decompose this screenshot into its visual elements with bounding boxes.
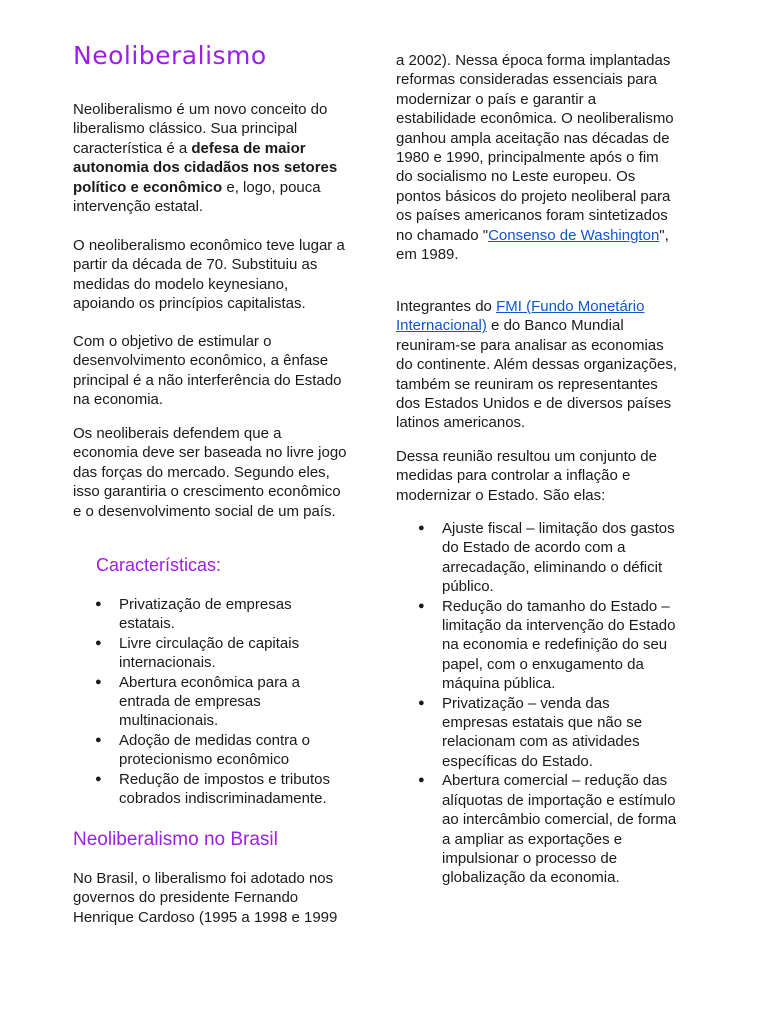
intro-text: Neoliberalismo é um novo conceito do liberalismo clássico. Sua principal característica é a bbox=[73, 101, 328, 157]
list-item: ● Privatização de empresas estatais. bbox=[73, 595, 358, 634]
page-title: Neoliberalismo bbox=[73, 41, 267, 70]
epoca-text: a 2002). Nessa época forma implantadas reformas consideradas essenciais para modernizar o país e garantir a estabilidade econômica. O neoliberalismo ganhou ampla aceitação nas décadas de 1980 e 1990, principalmente após o fim do socialismo no Leste europeu. Os pontos básicos do projeto neoliberal para os países americanos foram sintetizados no chamado " bbox=[396, 52, 674, 244]
list-item: ● Abertura econômica para a entrada de empresas multinacionais. bbox=[73, 673, 358, 731]
list-item: ● Redução de impostos e tributos cobrados indiscriminadamente. bbox=[73, 770, 358, 809]
list-item: ● Adoção de medidas contra o protecionismo econômico bbox=[73, 731, 358, 770]
heading-brasil: Neoliberalismo no Brasil bbox=[73, 829, 278, 850]
list-item: ● Ajuste fiscal – limitação dos gastos do Estado de acordo com a arrecadação, eliminando o déficit público. bbox=[396, 519, 678, 597]
link-consenso-washington[interactable]: Consenso de Washington bbox=[488, 226, 660, 244]
list-item: ● Redução do tamanho do Estado – limitação da intervenção do Estado na economia e redefinição do seu papel, com o enxugamento da máquina pública. bbox=[396, 597, 678, 694]
link-fmi[interactable]: FMI (Fundo Monetário Internacional) bbox=[396, 298, 645, 335]
paragraph-objetivo: Com o objetivo de estimular o desenvolvimento econômico, a ênfase principal é a não interferência do Estado na economia. bbox=[73, 333, 342, 409]
medidas-list bbox=[396, 519, 678, 888]
intro-paragraph bbox=[73, 100, 358, 216]
integrantes-text: Integrantes do bbox=[396, 298, 497, 315]
intro-text-end: e, logo, pouca intervenção estatal. bbox=[73, 178, 321, 216]
epoca-text-end: ", em 1989. bbox=[396, 226, 669, 264]
list-item: ● Privatização – venda das empresas estatais que não se relacionam com as atividades específicas do Estado. bbox=[396, 694, 678, 772]
paragraph-reuniao: Dessa reunião resultou um conjunto de medidas para controlar a inflação e modernizar o Estado. São elas: bbox=[396, 448, 657, 504]
paragraph-brasil: No Brasil, o liberalismo foi adotado nos governos do presidente Fernando Henrique Cardoso (1995 a 1998 e 1999 bbox=[73, 870, 338, 926]
heading-caracteristicas: Características: bbox=[96, 555, 222, 575]
intro-bold-text: defesa de maior autonomia dos cidadãos nos setores político e econômico bbox=[73, 139, 338, 196]
caracteristicas-list bbox=[73, 595, 358, 808]
paragraph-integrantes bbox=[396, 297, 681, 433]
list-item: ● Livre circulação de capitais internacionais. bbox=[73, 634, 358, 673]
paragraph-neoliberais: Os neoliberais defendem que a economia deve ser baseada no livre jogo das forças do mercado. Segundo eles, isso garantiria o crescimento econômico e o desenvolvimento social de um país. bbox=[73, 425, 347, 520]
paragraph-epoca bbox=[396, 51, 678, 264]
integrantes-text-end: e do Banco Mundial reuniram-se para analisar as economias do continente. Além dessas organizações, também se reuniram os representantes dos Estados Unidos e de diversos países latinos americanos. bbox=[396, 317, 678, 432]
paragraph-decada-70: O neoliberalismo econômico teve lugar a partir da década de 70. Substituiu as medidas do modelo keynesiano, apoiando os princípios capitalistas. bbox=[73, 237, 345, 313]
list-item: ● Abertura comercial – redução das alíquotas de importação e estímulo ao intercâmbio comercial, de forma a ampliar as exportações e impulsionar o processo de globalização da economia. bbox=[396, 771, 678, 887]
